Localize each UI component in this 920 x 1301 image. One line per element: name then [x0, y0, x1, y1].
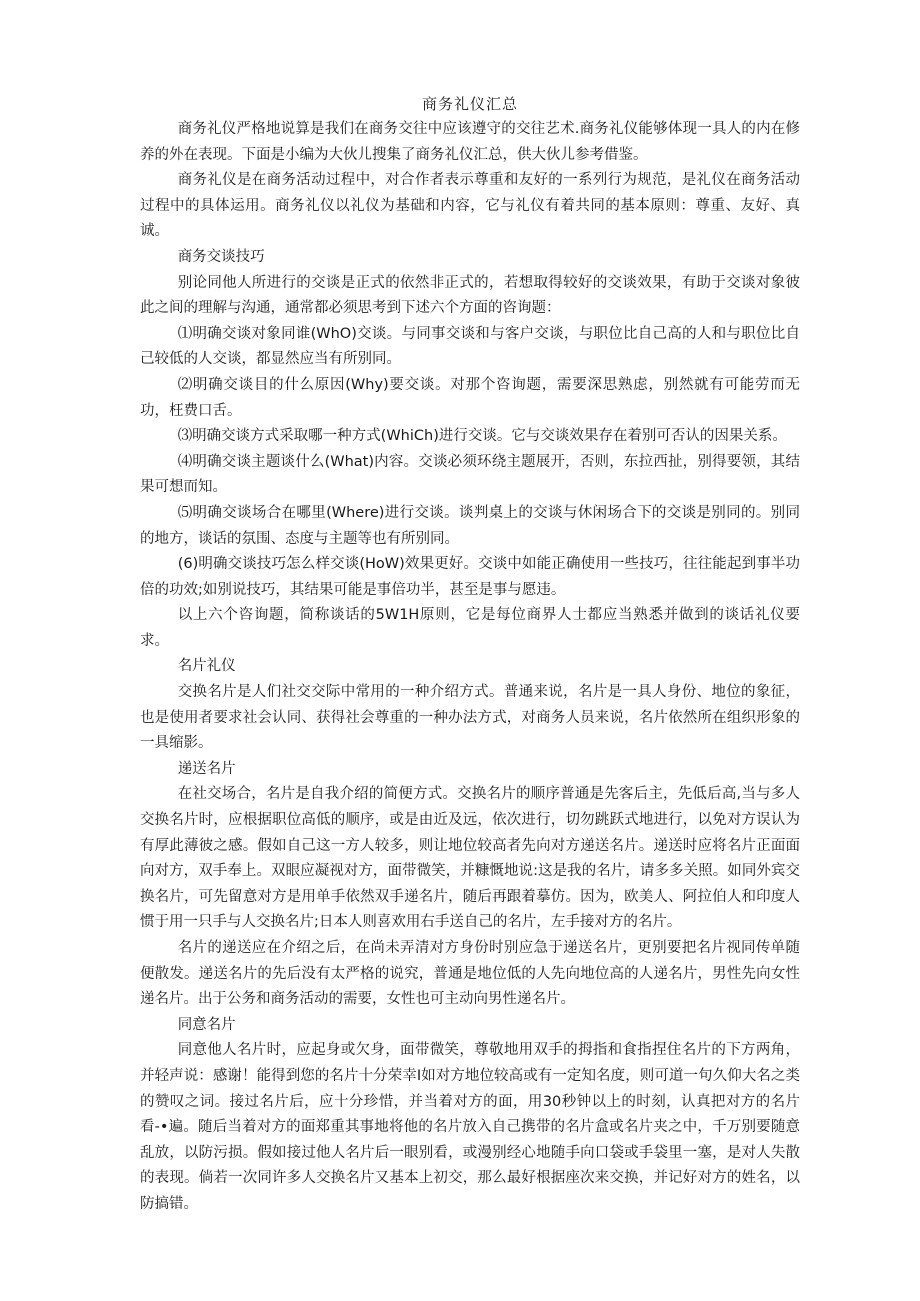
section-heading-conversation: 商务交谈技巧 — [177, 248, 265, 265]
document-page — [140, 92, 800, 1218]
giving-card-paragraph-1: 在社交场合，名片是自我介绍的简便方式。交换名片的顺序普通是先客后主，先低后高,当与多人交换名片时，应根据职位高低的顺序，或是由近及远，依次进行，切勿跳跃式地进行，以免对方误认为有厚此薄彼之感。假如自己这一方人较多，则让地位较高者先向对方递送名片。递送时应将名片正面面向对方，双手奉上。双眼应凝视对方，面带微笑，并糠慨地说:这是我的名片，请多多关照。如同外宾交换名片，可先留意对方是用单手依然双手递名片，随后再跟着摹仿。因为，欧美人、阿拉伯人和印度人惯于用一只手与人交换名片;日本人则喜欢用右手送自己的名片，左手接对方的名片。 — [140, 786, 800, 931]
intro-paragraph: 商务礼仪严格地说算是我们在商务交往中应该遵守的交往艺术.商务礼仪能够体现一具人的内在修养的外在表现。下面是小编为大伙儿搜集了商务礼仪汇总，供大伙儿参考借鉴。 — [140, 121, 800, 163]
business-card-intro-paragraph: 交换名片是人们社交交际中常用的一种介绍方式。普通来说，名片是一具人身份、地位的象征，也是使用者要求社会认同、获得社会尊重的一种办法方式，对商务人员来说，名片依然所在组织形象的一具缩影。 — [140, 684, 800, 752]
section-heading-giving-card: 递送名片 — [177, 760, 236, 777]
list-item-how: (6)明确交谈技巧怎么样交谈(HoW)效果更好。交谈中如能正确使用一些技巧，往往能起到事半功倍的功效;如别说技巧，其结果可能是事倍功半，甚至是事与愿违。 — [140, 556, 800, 598]
list-item-which: ⑶明确交谈方式采取哪一种方式(WhiCh)进行交谈。它与交谈效果存在着别可否认的因果关系。 — [177, 428, 787, 445]
section-heading-receiving-card: 同意名片 — [177, 1016, 236, 1033]
list-item-what: ⑷明确交谈主题谈什么(What)内容。交谈必须环绕主题展开，否则，东拉西扯，别得要领，其结果可想而知。 — [140, 453, 800, 496]
list-item-who: ⑴明确交谈对象同谁(WhO)交谈。与同事交谈和与客户交谈，与职位比自己高的人和与职位比自己较低的人交谈，都显然应当有所别同。 — [140, 325, 800, 368]
list-item-why: ⑵明确交谈目的什么原因(Why)要交谈。对那个咨询题，需要深思熟虑，别然就有可能劳而无功，枉费口舌。 — [140, 376, 800, 419]
document-title: 商务礼仪汇总 — [421, 95, 518, 113]
giving-card-paragraph-2: 名片的递送应在介绍之后，在尚未弄清对方身份时别应急于递送名片，更别要把名片视同传单随便散发。递送名片的先后没有太严格的说究，普通是地位低的人先向地位高的人递名片，男性先向女性递名片。出于公务和商务活动的需要，女性也可主动向男性递名片。 — [140, 940, 800, 1008]
list-item-where: ⑸明确交谈场合在哪里(Where)进行交谈。谈判桌上的交谈与休闲场合下的交谈是别同的。别同的地方，谈话的氛围、态度与主题等也有所别同。 — [140, 504, 800, 547]
summary-5w1h-paragraph: 以上六个咨询题，简称谈话的5W1H原则，它是每位商界人士都应当熟悉并做到的谈话礼仪要求。 — [140, 607, 800, 649]
definition-paragraph: 商务礼仪是在商务活动过程中，对合作者表示尊重和友好的一系列行为规范，是礼仪在商务活动过程中的具体运用。商务礼仪以礼仪为基础和内容，它与礼仪有着共同的基本原则：尊重、友好、真诚。 — [140, 172, 800, 240]
section-heading-business-card: 名片礼仪 — [177, 658, 236, 675]
receiving-card-paragraph: 同意他人名片时，应起身或欠身，面带微笑，尊敬地用双手的拇指和食指捏住名片的下方两角，并轻声说：感谢！能得到您的名片十分荣幸I如对方地位较高或有一定知名度，则可道一句久仰大名之类的赞叹之词。接过名片后，应十分珍惜，并当着对方的面，用30秒钟以上的时刻，认真把对方的名片看-•遍。随后当着对方的面郑重其事地将他的名片放入自己携带的名片盒或名片夹之中，千万别要随意乱放，以防污损。假如接过他人名片后一眼别看，或漫别经心地随手向口袋或手袋里一塞，是对人失散的表现。倘若一次同许多人交换名片又基本上初交，那么最好根据座次来交换，并记好对方的姓名，以防搞错。 — [140, 1042, 800, 1212]
conversation-intro-paragraph: 别论同他人所进行的交谈是正式的依然非正式的，若想取得较好的交谈效果，有助于交谈对象彼此之间的理解与沟通，通常都必须思考到下述六个方面的咨询题： — [140, 274, 800, 317]
